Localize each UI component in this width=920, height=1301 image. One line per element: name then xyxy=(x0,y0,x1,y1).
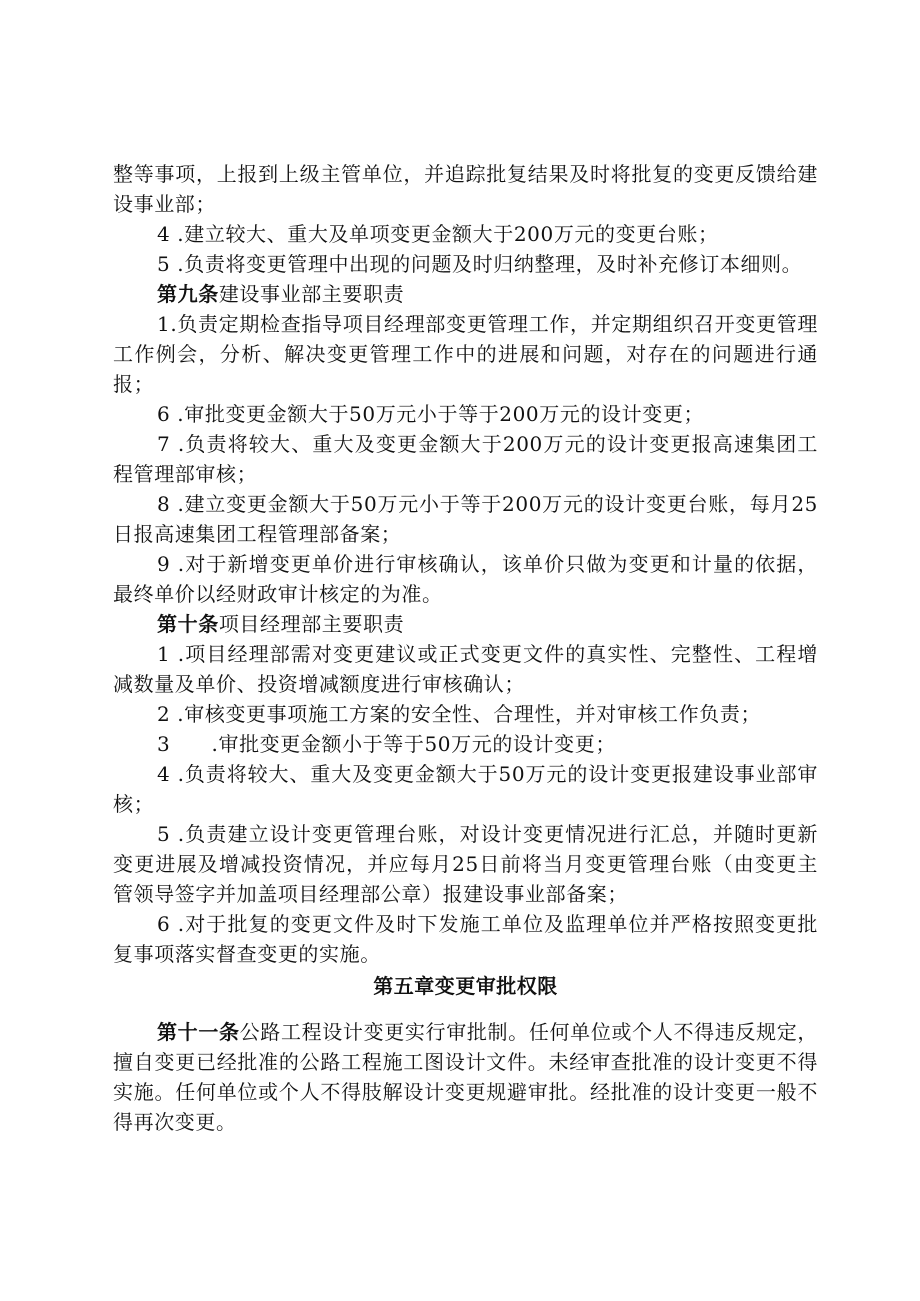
article-10-item: 3 .审批变更金额小于等于50万元的设计变更； xyxy=(157,732,616,756)
article-10-item: 6 .对于批复的变更文件及时下发施工单位及监理单位并严格按照变更批复事项落实督查变更的实施。 xyxy=(113,912,818,966)
article-11-text: 公路工程设计变更实行审批制。任何单位或个人不得违反规定，擅自变更已经批准的公路工程施工图设计文件。未经审查批准的设计变更不得实施。任何单位或个人不得肢解设计变更规避审批。经批准的设计变更一般不得再次变更。 xyxy=(113,1020,818,1134)
article-9-item: 6 .审批变更金额大于50万元小于等于200万元的设计变更； xyxy=(157,402,705,426)
article-10-item: 5 .负责建立设计变更管理台账，对设计变更情况进行汇总，并随时更新变更进展及增减投资情况，并应每月25日前将当月变更管理台账（由变更主管领导签字并加盖项目经理部公章）报建设事业部备案； xyxy=(113,822,818,906)
article-10-item: 1 .项目经理部需对变更建议或正式变更文件的真实性、完整性、工程增减数量及单价、投资增减额度进行审核确认； xyxy=(113,642,818,696)
article-9-item: 8 .建立变更金额大于50万元小于等于200万元的设计变更台账，每月25日报高速集团工程管理部备案； xyxy=(113,492,818,546)
paragraph-item-5: 5 .负责将变更管理中出现的问题及时归纳整理，及时补充修订本细则。 xyxy=(157,252,803,276)
article-11-title: 第十一条 xyxy=(157,1020,240,1044)
article-10-heading xyxy=(113,609,818,639)
article-9-heading xyxy=(113,279,818,309)
paragraph-continued: 整等事项，上报到上级主管单位，并追踪批复结果及时将批复的变更反馈给建设事业部； xyxy=(113,162,818,216)
article-9-item: 9 .对于新增变更单价进行审核确认，该单价只做为变更和计量的依据，最终单价以经财政审计核定的为准。 xyxy=(113,552,818,606)
article-10-item: 2 .审核变更事项施工方案的安全性、合理性，并对审核工作负责； xyxy=(157,702,762,726)
article-10-item: 4 .负责将较大、重大及变更金额大于50万元的设计变更报建设事业部审核； xyxy=(113,762,818,816)
article-9-title: 第九条 xyxy=(157,282,219,306)
document-body xyxy=(113,159,818,1137)
article-9-item: 7 .负责将较大、重大及变更金额大于200万元的设计变更报高速集团工程管理部审核； xyxy=(113,432,818,486)
article-10-title: 第十条 xyxy=(157,612,219,636)
article-10-subject: 项目经理部主要职责 xyxy=(218,612,405,636)
chapter-5-title: 第五章变更审批权限 xyxy=(373,974,558,998)
article-9-subject: 建设事业部主要职责 xyxy=(218,282,405,306)
article-11-paragraph xyxy=(113,1017,818,1137)
paragraph-item-4: 4 .建立较大、重大及单项变更金额大于200万元的变更台账； xyxy=(157,222,719,246)
article-9-item: 1.负责定期检查指导项目经理部变更管理工作，并定期组织召开变更管理工作例会，分析、解决变更管理工作中的进展和问题，对存在的问题进行通报； xyxy=(113,312,818,396)
